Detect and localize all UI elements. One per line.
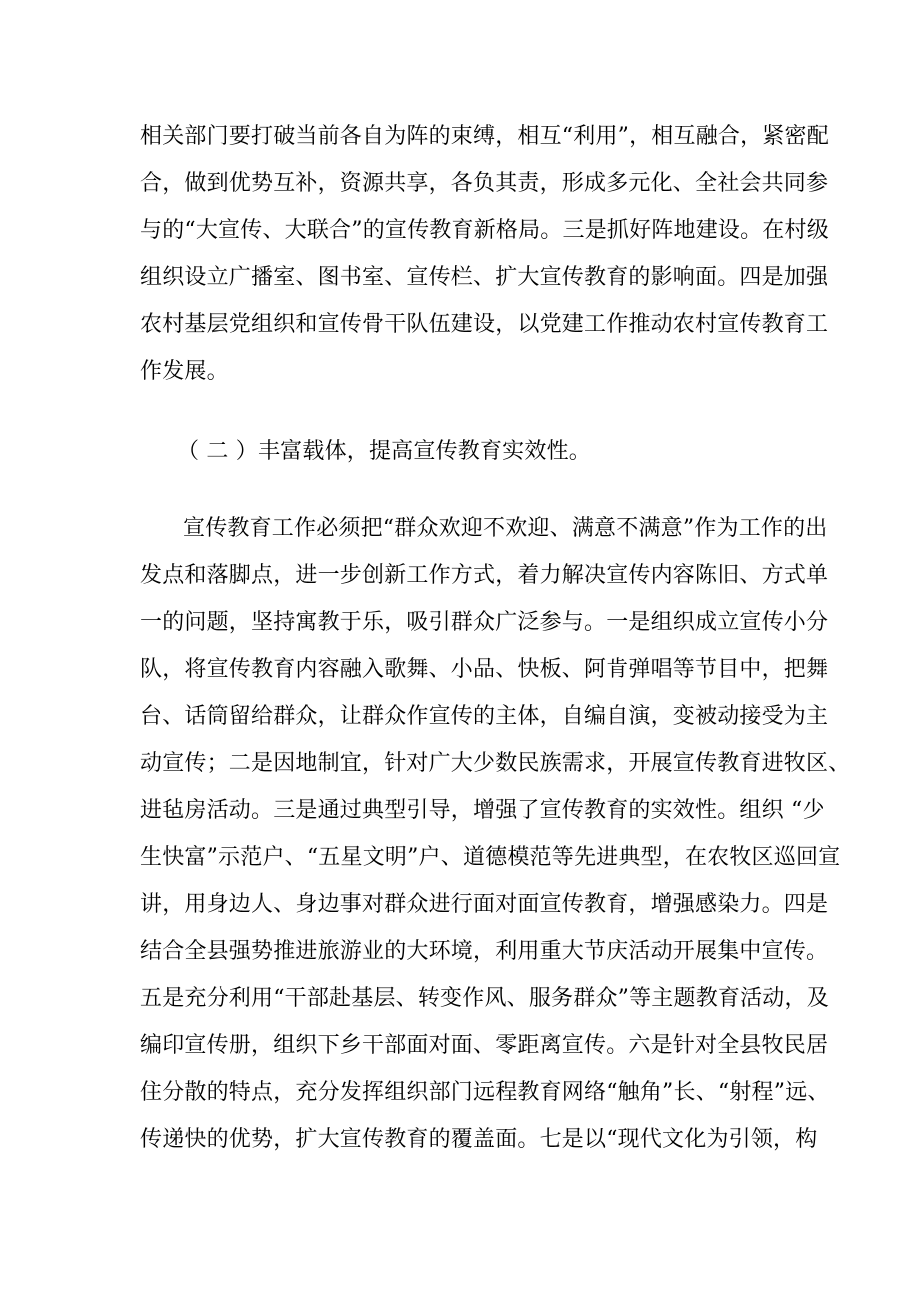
- paragraph-1-line-3: 与的“大宣传、大联合”的宣传教育新格局。三是抓好阵地建设。在村级: [140, 218, 829, 243]
- paragraph-2-line-11: 五是充分利用“干部赴基层、转变作风、服务群众”等主题教育活动，及: [140, 986, 829, 1011]
- paragraph-2-line-4: 队，将宣传教育内容融入歌舞、小品、快板、阿肯弹唱等节目中，把舞: [140, 657, 829, 682]
- paragraph-1-line-4: 组织设立广播室、图书室、宣传栏、扩大宣传教育的影响面。四是加强: [140, 265, 829, 290]
- paragraph-2-line-1: 宣传教育工作必须把“群众欢迎不欢迎、满意不满意”作为工作的出: [183, 516, 828, 541]
- section-heading: （ 二 ）丰富载体，提高宣传教育实效性。: [177, 439, 591, 464]
- paragraph-2-line-3: 一的问题，坚持寓教于乐，吸引群众广泛参与。一是组织成立宣传小分: [140, 610, 829, 635]
- paragraph-1-line-2: 合，做到优势互补，资源共享，各负其责，形成多元化、全社会共同参: [140, 171, 829, 196]
- paragraph-2-line-7: 进毡房活动。三是通过典型引导，增强了宣传教育的实效性。组织 “少: [140, 798, 825, 823]
- paragraph-2-line-10: 结合全县强势推进旅游业的大环境，利用重大节庆活动开展集中宣传。: [140, 939, 829, 964]
- paragraph-2-line-9: 讲，用身边人、身边事对群众进行面对面宣传教育，增强感染力。四是: [140, 892, 829, 917]
- paragraph-2-line-13: 住分散的特点，充分发挥组织部门远程教育网络“触角”长、“射程”远、: [140, 1080, 830, 1105]
- paragraph-2-line-8: 生快富”示范户、“五星文明”户、道德模范等先进典型，在农牧区巡回宣: [140, 845, 841, 870]
- paragraph-2-line-6: 动宣传；二是因地制宜，针对广大少数民族需求，开展宣传教育进牧区、: [140, 751, 851, 776]
- paragraph-1-line-5: 农村基层党组织和宣传骨干队伍建设，以党建工作推动农村宣传教育工: [140, 312, 829, 337]
- paragraph-1-line-1: 相关部门要打破当前各自为阵的束缚，相互“利用”，相互融合，紧密配: [140, 124, 829, 149]
- paragraph-2-line-2: 发点和落脚点，进一步创新工作方式，着力解决宣传内容陈旧、方式单: [140, 563, 829, 588]
- paragraph-2-line-12: 编印宣传册，组织下乡干部面对面、零距离宣传。六是针对全县牧民居: [140, 1033, 829, 1058]
- paragraph-2-line-14: 传递快的优势，扩大宣传教育的覆盖面。七是以“现代文化为引领，构: [140, 1127, 818, 1152]
- paragraph-1-line-6: 作发展。: [140, 359, 229, 384]
- paragraph-2-line-5: 台、话筒留给群众，让群众作宣传的主体，自编自演，变被动接受为主: [140, 704, 829, 729]
